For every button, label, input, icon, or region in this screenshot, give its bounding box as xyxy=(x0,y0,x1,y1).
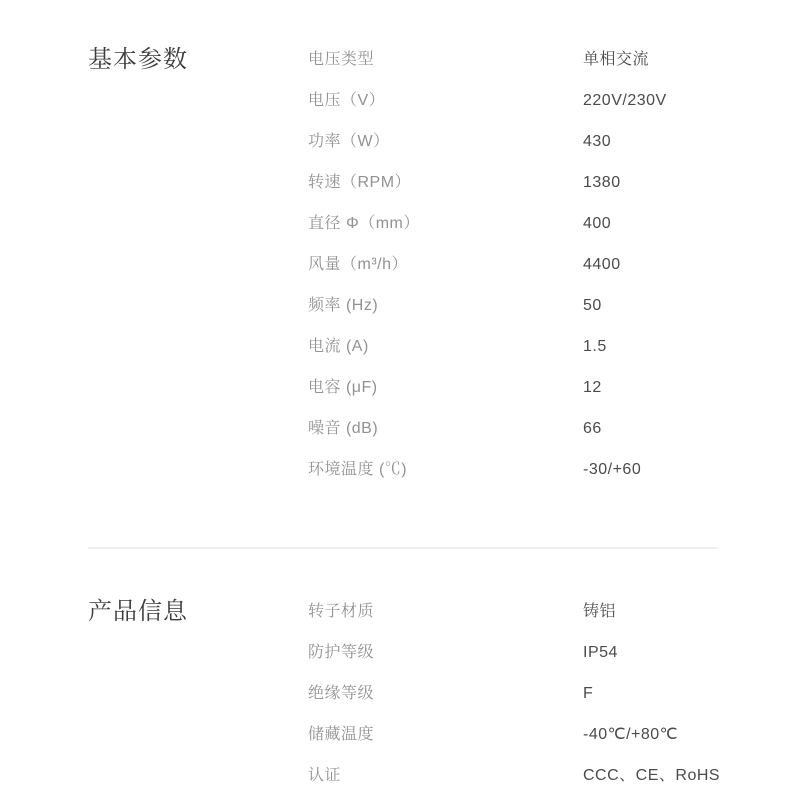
section-title-product-info: 产品信息 xyxy=(88,598,188,625)
spec-label: 储藏温度 xyxy=(308,726,375,743)
spec-label: 功率（W） xyxy=(308,133,390,150)
spec-value: 50 xyxy=(583,297,602,314)
spec-label: 绝缘等级 xyxy=(308,685,375,702)
spec-row-voltage xyxy=(308,89,800,113)
spec-value: 1380 xyxy=(583,174,621,191)
spec-row-protection-rating xyxy=(308,641,800,665)
spec-label: 转速（RPM） xyxy=(308,174,412,191)
spec-label: 电压（V） xyxy=(308,92,386,109)
spec-label: 风量（m³/h） xyxy=(308,256,409,273)
spec-label: 噪音 (dB) xyxy=(308,420,379,437)
spec-label: 频率 (Hz) xyxy=(308,297,379,314)
spec-value: -40℃/+80℃ xyxy=(583,726,679,743)
spec-value: 66 xyxy=(583,420,602,437)
spec-value: 1.5 xyxy=(583,338,607,355)
spec-row-frequency xyxy=(308,294,800,318)
spec-value: 400 xyxy=(583,215,612,232)
spec-value: -30/+60 xyxy=(583,461,642,478)
spec-row-voltage-type xyxy=(308,48,800,72)
spec-value: CCC、CE、RoHS xyxy=(583,767,721,784)
spec-value: 12 xyxy=(583,379,602,396)
spec-label: 电容 (μF) xyxy=(308,379,378,396)
spec-row-current xyxy=(308,335,800,359)
basic-params-rows xyxy=(308,48,800,482)
spec-label: 电压类型 xyxy=(308,51,375,68)
spec-row-rotor-material xyxy=(308,600,800,624)
section-divider xyxy=(88,547,718,549)
spec-row-airflow xyxy=(308,253,800,277)
spec-label: 电流 (A) xyxy=(308,338,369,355)
spec-label: 认证 xyxy=(308,767,342,784)
spec-row-speed xyxy=(308,171,800,195)
spec-value: F xyxy=(583,685,594,702)
section-product-info xyxy=(0,600,800,788)
section-title-basic-params: 基本参数 xyxy=(88,46,188,73)
spec-label: 防护等级 xyxy=(308,644,375,661)
spec-row-diameter xyxy=(308,212,800,236)
spec-value: 220V/230V xyxy=(583,92,667,109)
spec-row-ambient-temp xyxy=(308,458,800,482)
spec-value: 单相交流 xyxy=(583,51,650,68)
spec-row-power xyxy=(308,130,800,154)
spec-label: 环境温度 (℃) xyxy=(308,461,408,478)
spec-row-certification xyxy=(308,764,800,788)
spec-label: 直径 Φ（mm） xyxy=(308,215,420,232)
spec-row-noise xyxy=(308,417,800,441)
spec-row-storage-temp xyxy=(308,723,800,747)
spec-row-capacitance xyxy=(308,376,800,400)
spec-value: 铸铝 xyxy=(583,603,617,620)
spec-value: 430 xyxy=(583,133,612,150)
section-basic-params xyxy=(0,48,800,482)
spec-value: 4400 xyxy=(583,256,621,273)
spec-label: 转子材质 xyxy=(308,603,375,620)
spec-row-insulation-class xyxy=(308,682,800,706)
spec-value: IP54 xyxy=(583,644,618,661)
product-info-rows xyxy=(308,600,800,788)
